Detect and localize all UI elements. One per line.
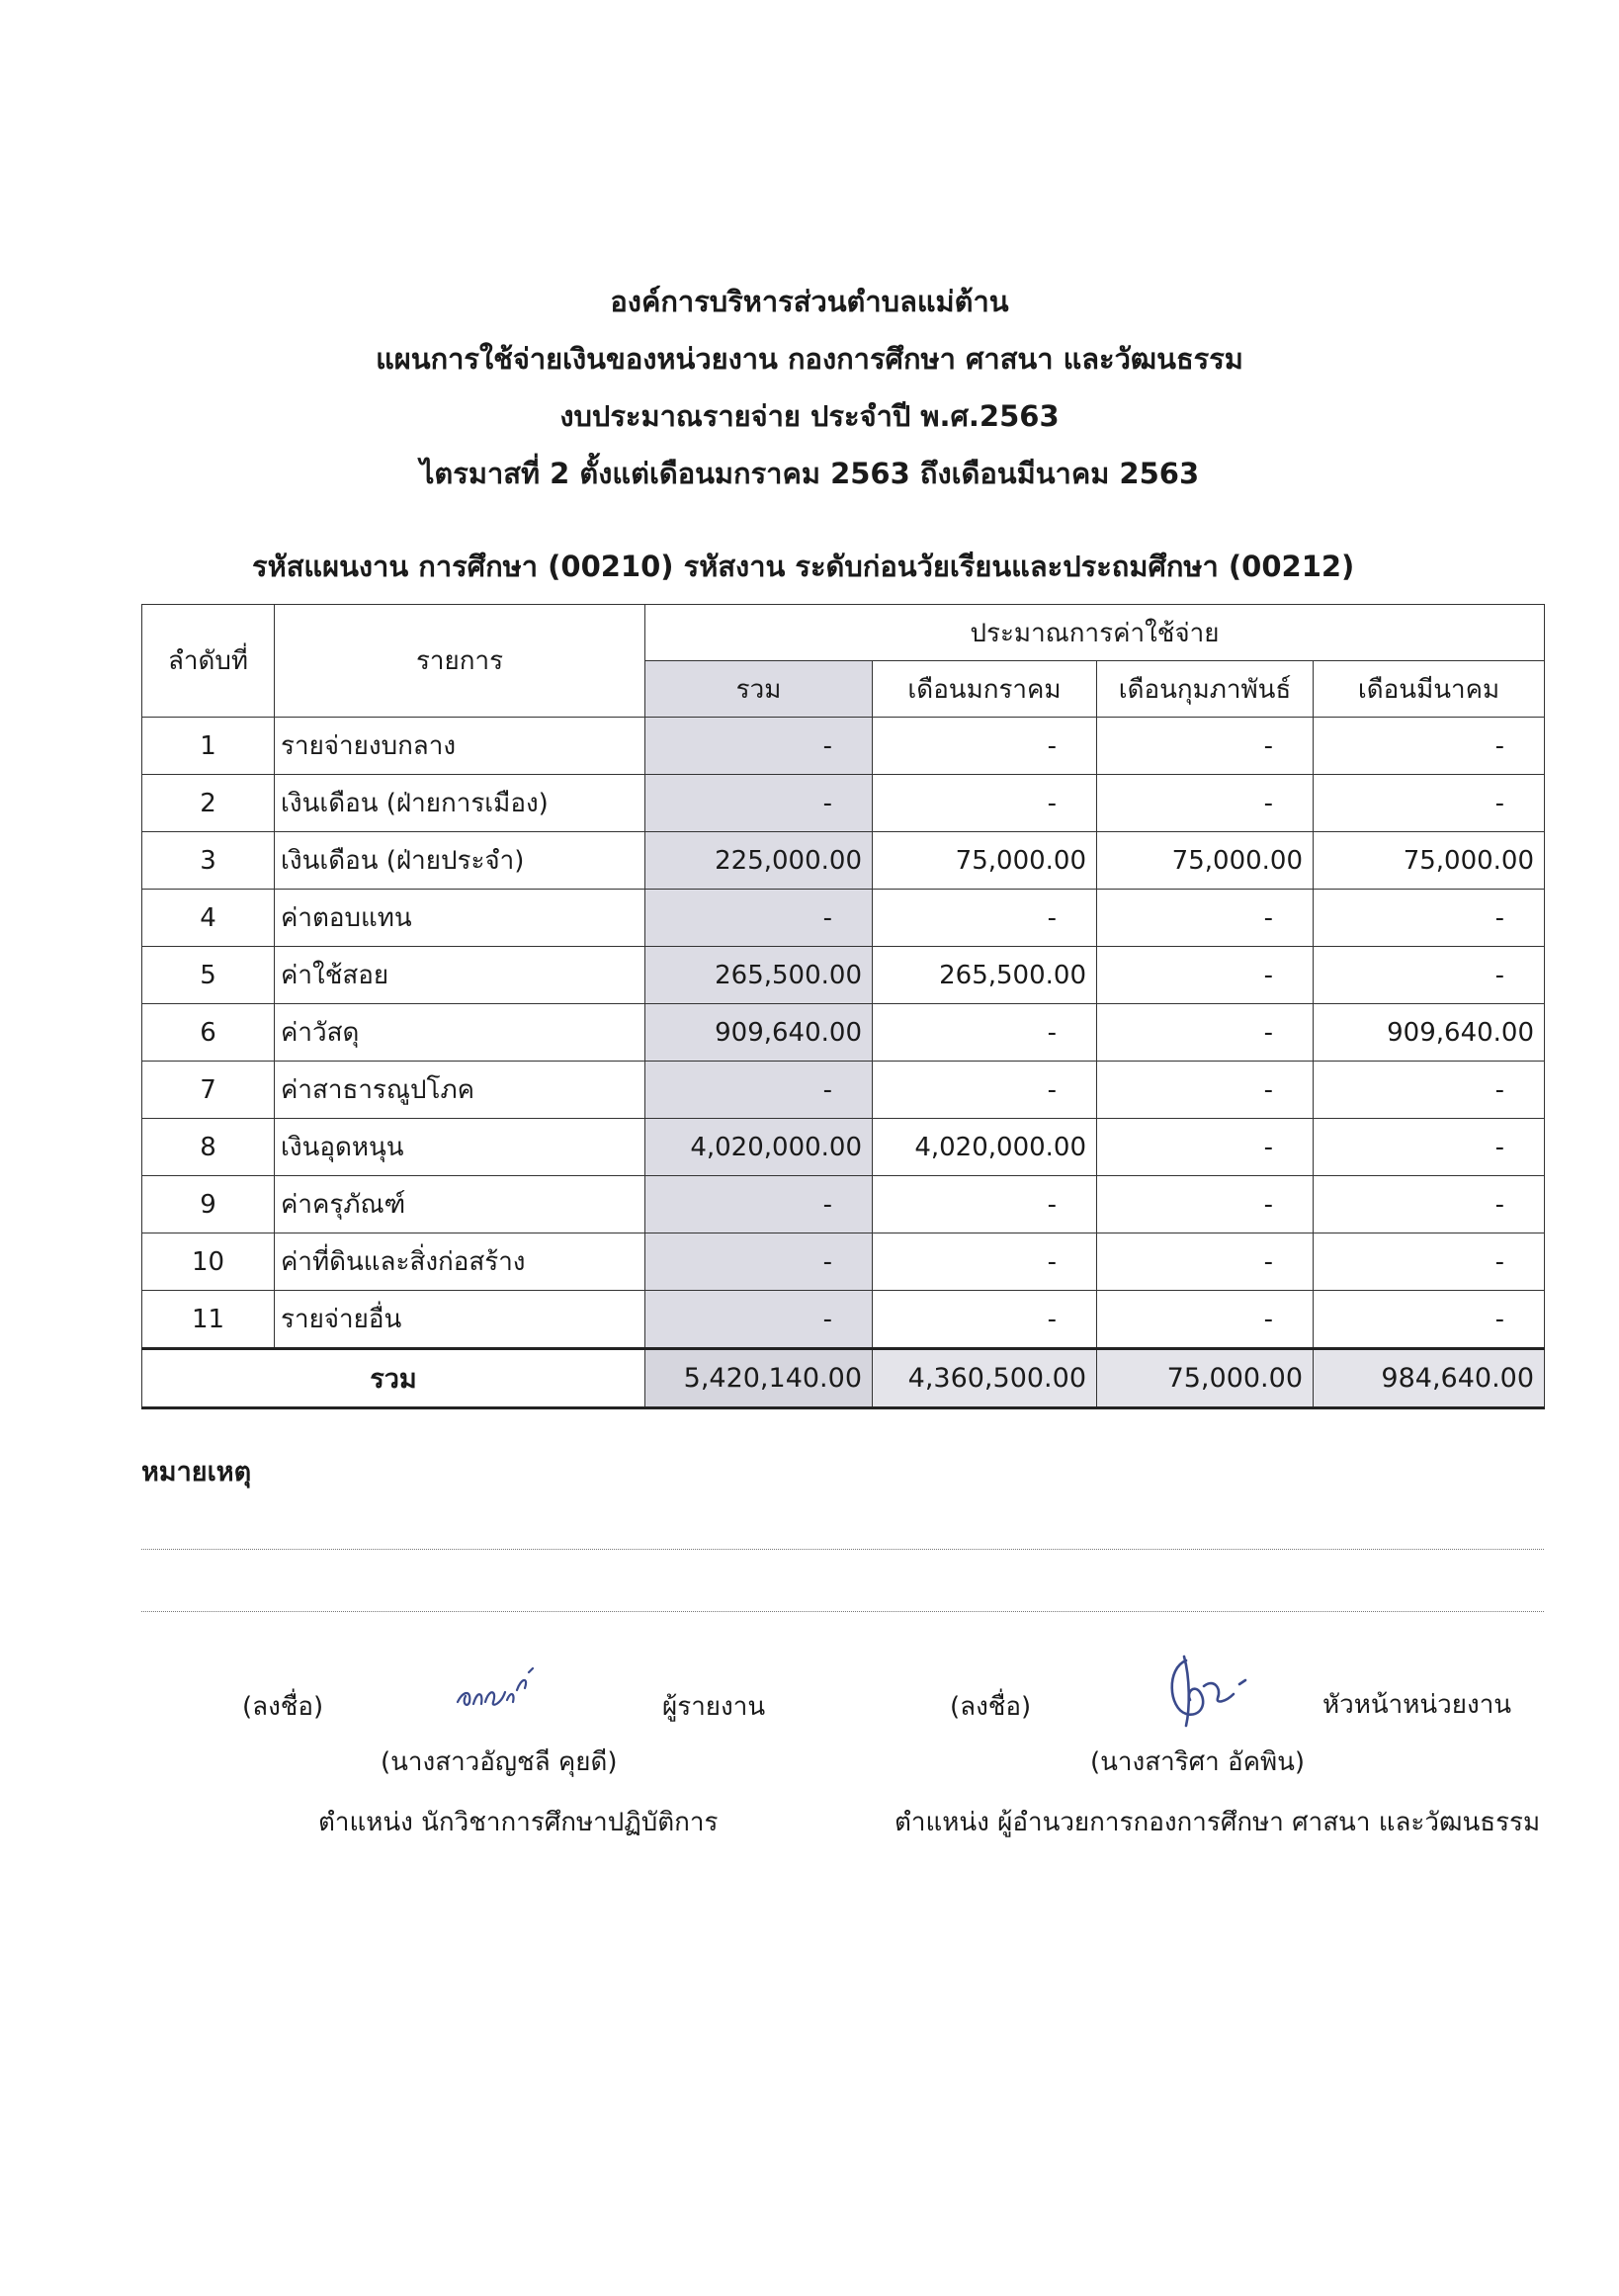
row-jan: - <box>873 1291 1097 1349</box>
row-number: 8 <box>142 1119 275 1176</box>
row-mar: - <box>1314 775 1545 832</box>
row-total: - <box>645 890 873 947</box>
left-position: ตำแหน่ง นักวิชาการศึกษาปฏิบัติการ <box>318 1808 719 1837</box>
row-total: - <box>645 1062 873 1119</box>
row-jan: 4,020,000.00 <box>873 1119 1097 1176</box>
row-mar: - <box>1314 1233 1545 1291</box>
total-feb: 75,000.00 <box>1097 1349 1314 1408</box>
row-mar: - <box>1314 1291 1545 1349</box>
col-header-jan: เดือนมกราคม <box>873 661 1097 718</box>
row-jan: - <box>873 1233 1097 1291</box>
row-jan: - <box>873 775 1097 832</box>
row-feb: - <box>1097 1004 1314 1062</box>
row-feb: - <box>1097 718 1314 775</box>
row-total: 265,500.00 <box>645 947 873 1004</box>
table-row <box>142 1291 1545 1349</box>
total-label: รวม <box>142 1349 645 1408</box>
row-mar: - <box>1314 1176 1545 1233</box>
row-item: เงินอุดหนุน <box>275 1119 645 1176</box>
row-item: เงินเดือน (ฝ่ายการเมือง) <box>275 775 645 832</box>
col-header-no: ลำดับที่ <box>142 605 275 718</box>
row-item: รายจ่ายงบกลาง <box>275 718 645 775</box>
row-mar: - <box>1314 947 1545 1004</box>
row-feb: 75,000.00 <box>1097 832 1314 890</box>
row-number: 11 <box>142 1291 275 1349</box>
row-total: 4,020,000.00 <box>645 1119 873 1176</box>
row-jan: - <box>873 1176 1097 1233</box>
row-feb: - <box>1097 1062 1314 1119</box>
budget-table <box>141 604 1545 1409</box>
col-header-feb: เดือนกุมภาพันธ์ <box>1097 661 1314 718</box>
row-jan: - <box>873 1062 1097 1119</box>
row-jan: - <box>873 890 1097 947</box>
row-mar: - <box>1314 718 1545 775</box>
table-row <box>142 775 1545 832</box>
row-number: 5 <box>142 947 275 1004</box>
col-header-total: รวม <box>645 661 873 718</box>
right-role: หัวหน้าหน่วยงาน <box>1322 1690 1512 1720</box>
col-header-item: รายการ <box>275 605 645 718</box>
row-total: - <box>645 1291 873 1349</box>
row-mar: - <box>1314 1119 1545 1176</box>
left-name: (นางสาวอัญชลี คุยดี) <box>381 1747 618 1777</box>
table-row <box>142 1233 1545 1291</box>
row-item: ค่าครุภัณฑ์ <box>275 1176 645 1233</box>
total-jan: 4,360,500.00 <box>873 1349 1097 1408</box>
plan-title: แผนการใช้จ่ายเงินของหน่วยงาน กองการศึกษา ศาสนา และวัฒนธรรม <box>376 342 1243 376</box>
row-feb: - <box>1097 1176 1314 1233</box>
left-signature-mark <box>450 1660 549 1720</box>
table-row <box>142 947 1545 1004</box>
row-item: ค่าสาธารณูปโภค <box>275 1062 645 1119</box>
row-item: ค่าวัสดุ <box>275 1004 645 1062</box>
row-number: 2 <box>142 775 275 832</box>
row-total: - <box>645 775 873 832</box>
row-number: 4 <box>142 890 275 947</box>
row-item: ค่าตอบแทน <box>275 890 645 947</box>
row-number: 1 <box>142 718 275 775</box>
row-mar: 75,000.00 <box>1314 832 1545 890</box>
table-row <box>142 1062 1545 1119</box>
table-row <box>142 1004 1545 1062</box>
row-mar: 909,640.00 <box>1314 1004 1545 1062</box>
col-header-mar: เดือนมีนาคม <box>1314 661 1545 718</box>
row-number: 7 <box>142 1062 275 1119</box>
row-total: - <box>645 1233 873 1291</box>
table-body <box>142 718 1545 1349</box>
row-jan: 75,000.00 <box>873 832 1097 890</box>
row-total: - <box>645 718 873 775</box>
notes-label: หมายเหตุ <box>141 1457 252 1488</box>
total-row <box>142 1349 1545 1408</box>
row-number: 9 <box>142 1176 275 1233</box>
table-row <box>142 890 1545 947</box>
note-line-1 <box>141 1549 1544 1550</box>
table-header-row <box>142 605 1545 661</box>
total-sum: 5,420,140.00 <box>645 1349 873 1408</box>
row-item: ค่าใช้สอย <box>275 947 645 1004</box>
org-name: องค์การบริหารส่วนตำบลแม่ต้าน <box>610 285 1009 318</box>
row-feb: - <box>1097 775 1314 832</box>
row-item: เงินเดือน (ฝ่ายประจำ) <box>275 832 645 890</box>
right-position: ตำแหน่ง ผู้อำนวยการกองการศึกษา ศาสนา และวัฒนธรรม <box>895 1808 1541 1837</box>
row-feb: - <box>1097 890 1314 947</box>
row-number: 10 <box>142 1233 275 1291</box>
right-name: (นางสาริศา อัคพิน) <box>1090 1747 1306 1777</box>
left-signed-prefix: (ลงชื่อ) <box>242 1692 324 1722</box>
row-feb: - <box>1097 1119 1314 1176</box>
table-row <box>142 832 1545 890</box>
row-feb: - <box>1097 947 1314 1004</box>
row-number: 6 <box>142 1004 275 1062</box>
total-mar: 984,640.00 <box>1314 1349 1545 1408</box>
row-total: 909,640.00 <box>645 1004 873 1062</box>
row-number: 3 <box>142 832 275 890</box>
document-header <box>0 285 1619 583</box>
row-item: ค่าที่ดินและสิ่งก่อสร้าง <box>275 1233 645 1291</box>
table-row <box>142 1119 1545 1176</box>
row-total: - <box>645 1176 873 1233</box>
row-mar: - <box>1314 1062 1545 1119</box>
row-item: รายจ่ายอื่น <box>275 1291 645 1349</box>
row-jan: - <box>873 718 1097 775</box>
row-feb: - <box>1097 1291 1314 1349</box>
right-signed-prefix: (ลงชื่อ) <box>950 1692 1032 1722</box>
budget-year: งบประมาณรายจ่าย ประจำปี พ.ศ.2563 <box>559 399 1060 433</box>
left-role: ผู้รายงาน <box>662 1692 766 1722</box>
row-mar: - <box>1314 890 1545 947</box>
row-jan: 265,500.00 <box>873 947 1097 1004</box>
row-jan: - <box>873 1004 1097 1062</box>
row-total: 225,000.00 <box>645 832 873 890</box>
quarter-range: ไตรมาสที่ 2 ตั้งแต่เดือนมกราคม 2563 ถึงเดือนมีนาคม 2563 <box>419 457 1200 490</box>
right-signature-mark <box>1156 1649 1265 1732</box>
table-row <box>142 1176 1545 1233</box>
plan-code: รหัสแผนงาน การศึกษา (00210) รหัสงาน ระดับก่อนวัยเรียนและประถมศึกษา (00212) <box>252 550 1355 583</box>
table-row <box>142 718 1545 775</box>
col-header-group: ประมาณการค่าใช้จ่าย <box>645 605 1545 661</box>
row-feb: - <box>1097 1233 1314 1291</box>
note-line-2 <box>141 1611 1544 1612</box>
